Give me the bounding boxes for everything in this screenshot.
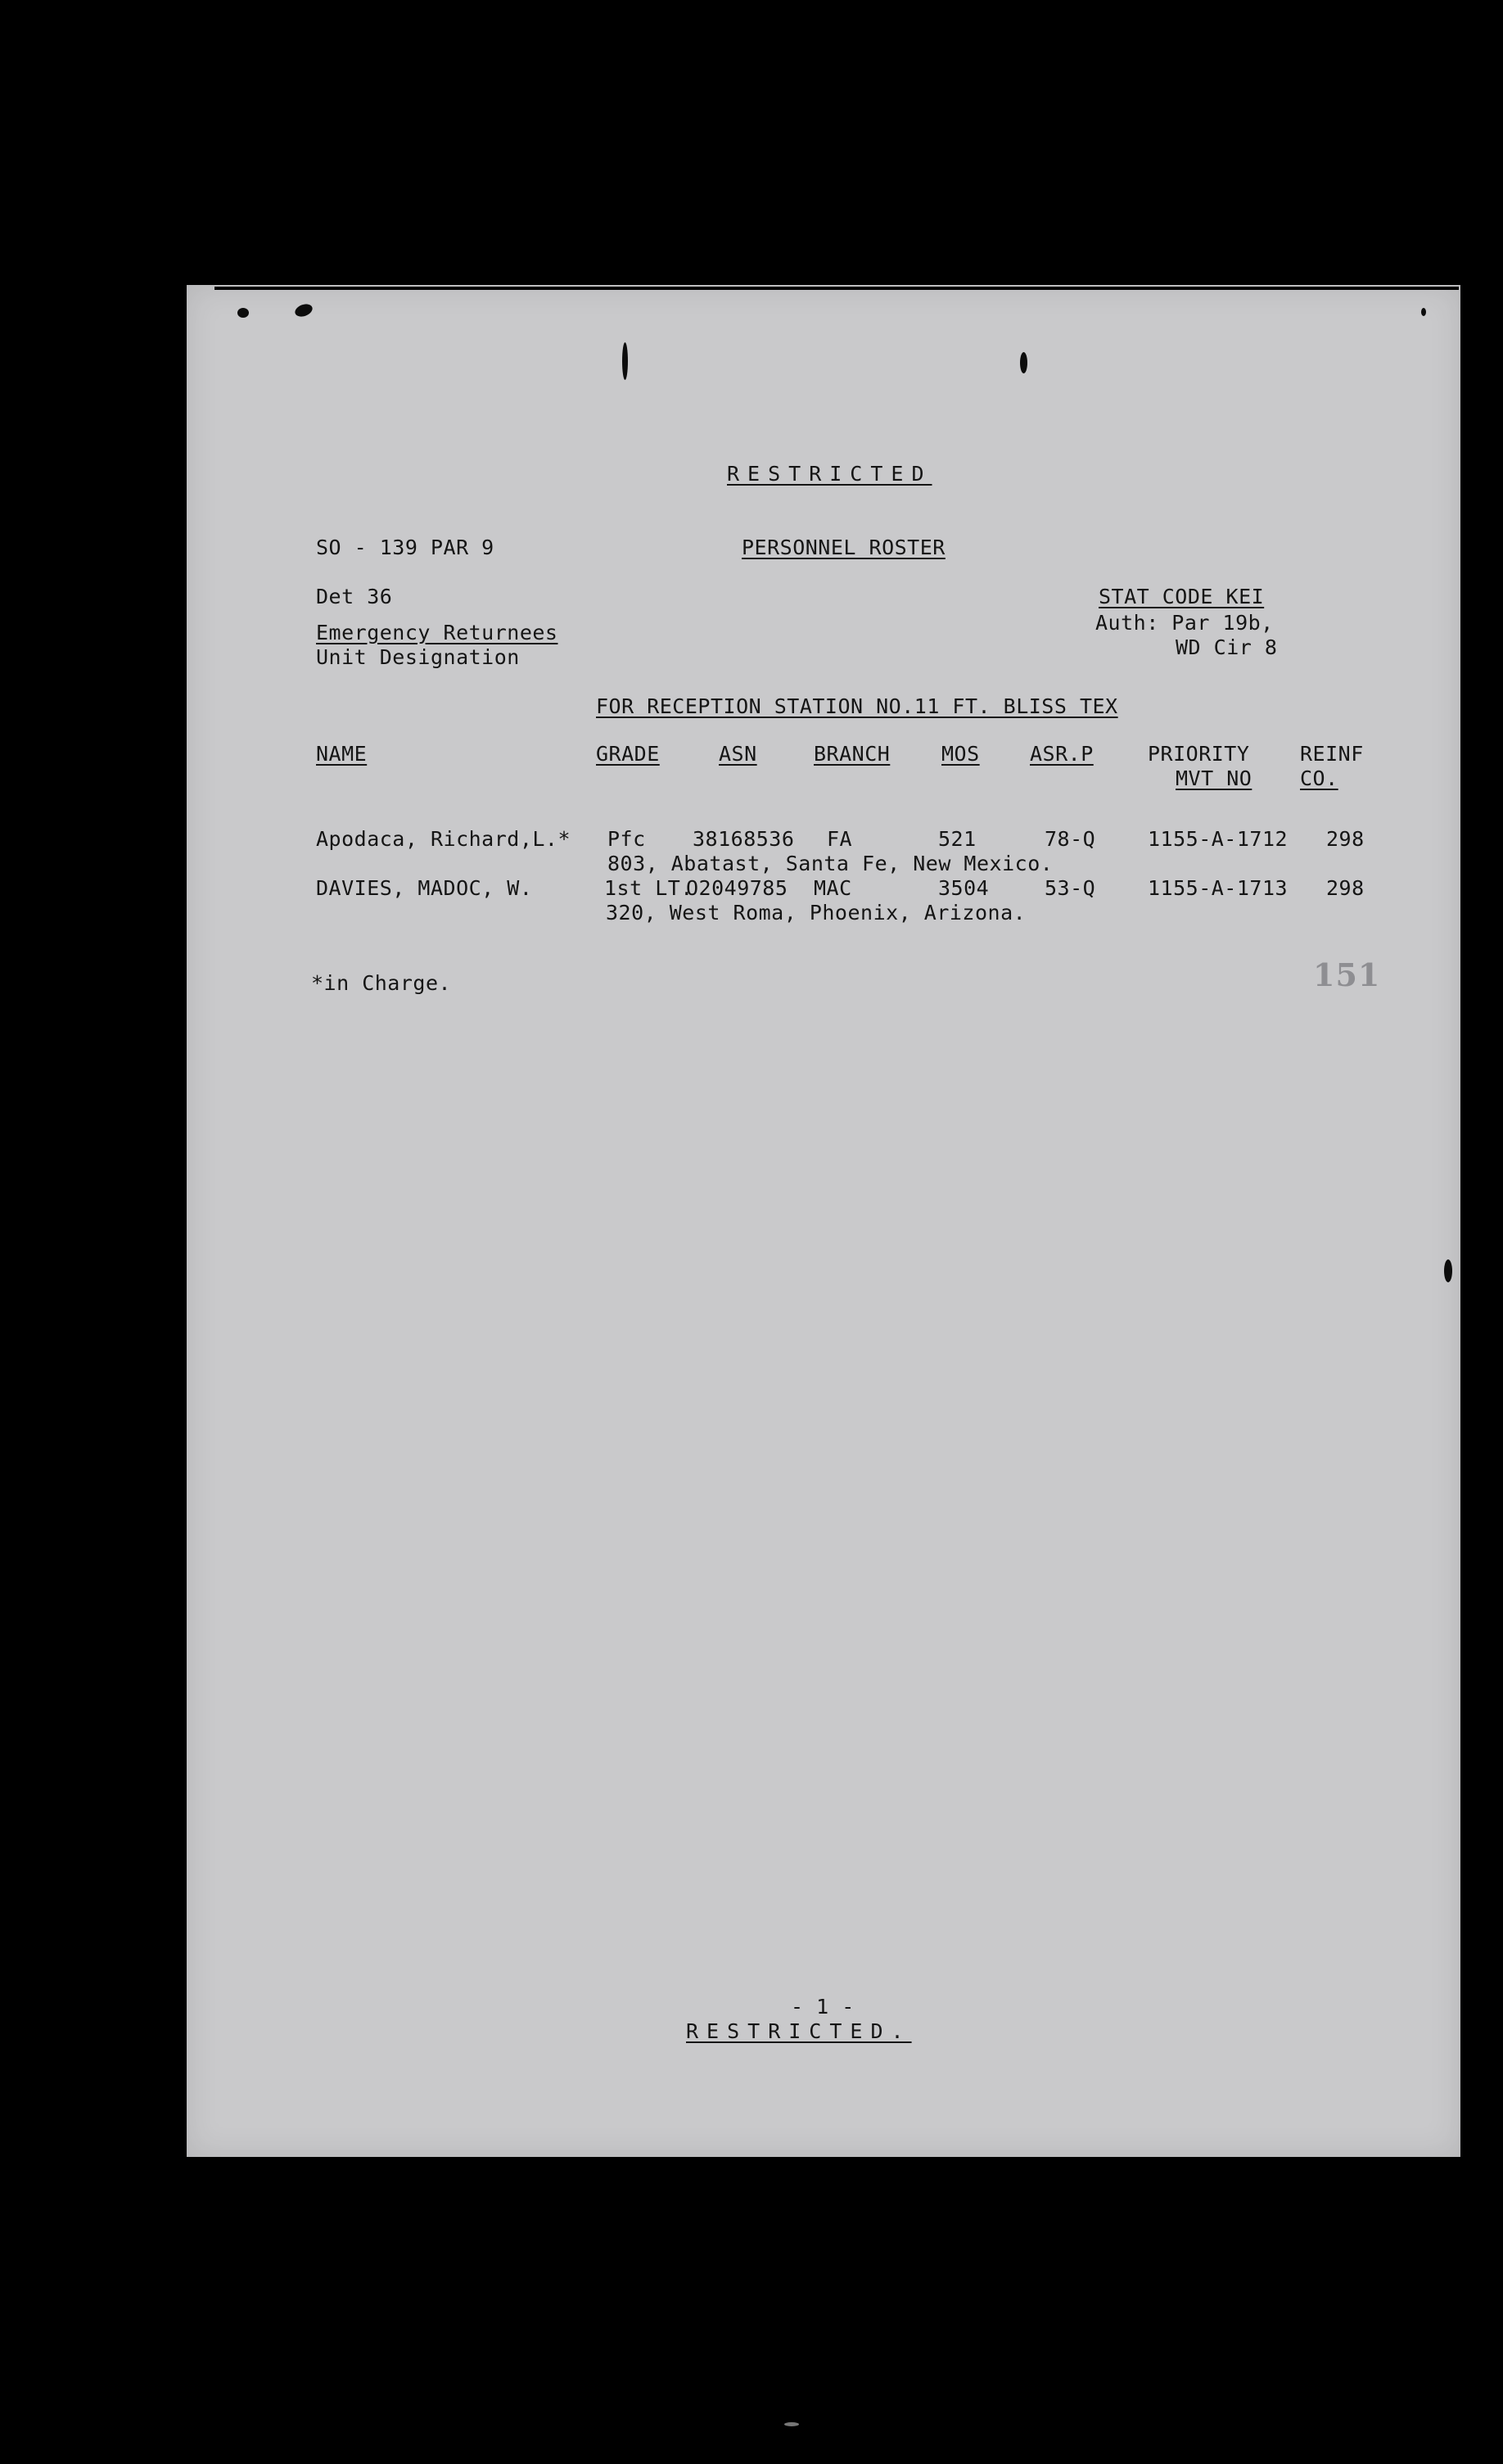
- scan-speck: [784, 2422, 799, 2426]
- column-header-asr: ASR.P: [1030, 742, 1094, 766]
- restricted-header: RESTRICTED: [727, 462, 932, 486]
- table-row-reinf: 298: [1326, 827, 1365, 851]
- column-header-asn: ASN: [719, 742, 757, 766]
- table-row-name: DAVIES, MADOC, W.: [316, 876, 533, 900]
- column-header-priority-sub: MVT NO: [1176, 766, 1252, 790]
- stat-code: STAT CODE KEI: [1099, 585, 1265, 608]
- page-edge: [214, 287, 1459, 290]
- column-header-reinf-sub: CO.: [1300, 766, 1338, 790]
- table-row-asn: O2049785: [686, 876, 788, 900]
- document-page: [187, 285, 1460, 2157]
- page-stamp: 151: [1313, 956, 1381, 993]
- reception-station-line: FOR RECEPTION STATION NO.11 FT. BLISS TEX: [596, 694, 1118, 718]
- table-row-reinf: 298: [1326, 876, 1365, 900]
- table-row-asn: 38168536: [693, 827, 795, 851]
- unit-name: Emergency Returnees: [316, 621, 558, 644]
- table-row-branch: FA: [827, 827, 853, 851]
- table-row-name: Apodaca, Richard,L.*: [316, 827, 571, 851]
- so-reference: SO - 139 PAR 9: [316, 536, 494, 559]
- column-header-branch: BRANCH: [814, 742, 891, 766]
- auth-line-2: WD Cir 8: [1176, 635, 1278, 659]
- table-row-mos: 521: [938, 827, 977, 851]
- table-row-grade: 1st LT.: [604, 876, 693, 900]
- punch-mark: [237, 308, 249, 318]
- detachment: Det 36: [316, 585, 393, 608]
- unit-caption: Unit Designation: [316, 645, 520, 669]
- auth-line-1: Auth: Par 19b,: [1095, 611, 1274, 635]
- column-header-name: NAME: [316, 742, 368, 766]
- footnote: *in Charge.: [311, 971, 452, 995]
- table-row-grade: Pfc: [607, 827, 646, 851]
- column-header-reinf: REINF: [1300, 742, 1364, 766]
- table-row-address: 803, Abatast, Santa Fe, New Mexico.: [607, 852, 1054, 875]
- page-number: - 1 -: [791, 1995, 855, 2019]
- table-row-mos: 3504: [938, 876, 990, 900]
- punch-mark: [1421, 308, 1426, 316]
- punch-mark: [1444, 1259, 1452, 1282]
- column-header-grade: GRADE: [596, 742, 660, 766]
- table-row-priority: 1155-A-1713: [1148, 876, 1289, 900]
- table-row-address: 320, West Roma, Phoenix, Arizona.: [606, 901, 1027, 925]
- table-row-asr: 78-Q: [1045, 827, 1096, 851]
- column-header-priority: PRIORITY: [1148, 742, 1250, 766]
- table-row-branch: MAC: [814, 876, 852, 900]
- punch-mark: [1020, 352, 1027, 373]
- roster-title: PERSONNEL ROSTER: [742, 536, 946, 559]
- table-row-priority: 1155-A-1712: [1148, 827, 1289, 851]
- table-row-asr: 53-Q: [1045, 876, 1096, 900]
- column-header-mos: MOS: [941, 742, 980, 766]
- punch-mark: [622, 342, 628, 380]
- restricted-footer: RESTRICTED.: [686, 2019, 912, 2043]
